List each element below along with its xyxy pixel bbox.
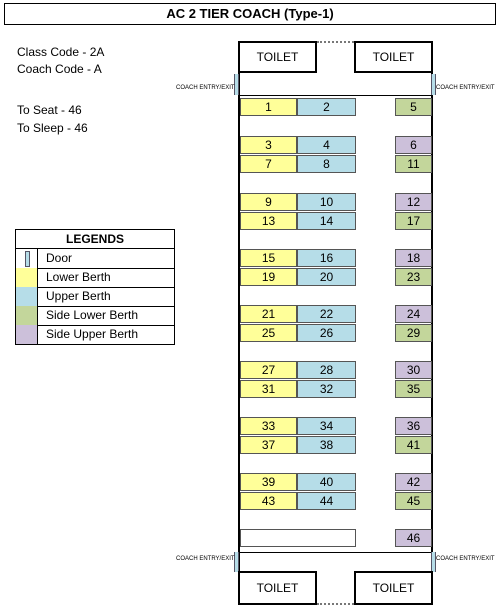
legend-side-lower [15, 306, 175, 326]
berth-19: 19 [240, 268, 297, 286]
berth-26: 26 [297, 324, 356, 342]
toilet-top-left: TOILET [238, 41, 317, 73]
entry-label-bottom-right: COACH ENTRY/EXIT [436, 556, 495, 562]
berth-35: 35 [395, 380, 432, 398]
berth-27: 27 [240, 361, 297, 379]
berth-25: 25 [240, 324, 297, 342]
legend-upper-label: Upper Berth [46, 289, 111, 303]
coach-code: Coach Code - A [17, 62, 102, 76]
berth-7: 7 [240, 155, 297, 173]
coach-bottom-line [238, 552, 432, 553]
berth-1: 1 [240, 98, 297, 116]
lower-berth-swatch [16, 268, 38, 287]
toilet-top-right: TOILET [354, 41, 433, 73]
berth-14: 14 [297, 212, 356, 230]
berth-11: 11 [395, 155, 432, 173]
berth-8: 8 [297, 155, 356, 173]
page-title: AC 2 TIER COACH (Type-1) [4, 3, 496, 25]
legend-side-upper-label: Side Upper Berth [46, 327, 139, 341]
berth-46: 46 [395, 529, 432, 547]
berth-41: 41 [395, 436, 432, 454]
berth-37: 37 [240, 436, 297, 454]
berth-43: 43 [240, 492, 297, 510]
toilet-bottom-right: TOILET [354, 571, 433, 605]
berth-9: 9 [240, 193, 297, 211]
legend-door [15, 249, 175, 269]
berth-24: 24 [395, 305, 432, 323]
berth-13: 13 [240, 212, 297, 230]
berth-4: 4 [297, 136, 356, 154]
berth-36: 36 [395, 417, 432, 435]
berth-6: 6 [395, 136, 432, 154]
berth-23: 23 [395, 268, 432, 286]
legend-upper [15, 287, 175, 307]
to-seat: To Seat - 46 [17, 103, 82, 117]
berth-33: 33 [240, 417, 297, 435]
berth-17: 17 [395, 212, 432, 230]
berth-21: 21 [240, 305, 297, 323]
top-gangway [317, 41, 354, 43]
berth-10: 10 [297, 193, 356, 211]
class-code: Class Code - 2A [17, 45, 105, 59]
legend-lower-label: Lower Berth [46, 270, 111, 284]
berth-18: 18 [395, 249, 432, 267]
empty-berth-slot [240, 529, 356, 547]
berth-5: 5 [395, 98, 432, 116]
entry-label-bottom-left: COACH ENTRY/EXIT [176, 556, 235, 562]
door-bottom-left [234, 552, 239, 572]
berth-30: 30 [395, 361, 432, 379]
toilet-bottom-left: TOILET [238, 571, 317, 605]
berth-29: 29 [395, 324, 432, 342]
berth-40: 40 [297, 473, 356, 491]
door-icon [16, 249, 38, 268]
berth-39: 39 [240, 473, 297, 491]
side-lower-berth-swatch [16, 306, 38, 325]
legend-lower [15, 268, 175, 288]
berth-12: 12 [395, 193, 432, 211]
coach-top-line [238, 95, 432, 96]
berth-16: 16 [297, 249, 356, 267]
berth-42: 42 [395, 473, 432, 491]
to-sleep: To Sleep - 46 [17, 121, 88, 135]
legend-side-lower-label: Side Lower Berth [46, 308, 139, 322]
berth-15: 15 [240, 249, 297, 267]
side-upper-berth-swatch [16, 325, 38, 344]
bottom-gangway [317, 603, 354, 605]
berth-45: 45 [395, 492, 432, 510]
berth-34: 34 [297, 417, 356, 435]
berth-38: 38 [297, 436, 356, 454]
entry-label-top-left: COACH ENTRY/EXIT [176, 85, 235, 91]
legend-side-upper [15, 325, 175, 345]
legend-door-label: Door [46, 251, 73, 265]
berth-22: 22 [297, 305, 356, 323]
legend-title: LEGENDS [15, 229, 175, 249]
upper-berth-swatch [16, 287, 38, 306]
entry-label-top-right: COACH ENTRY/EXIT [436, 85, 495, 91]
berth-2: 2 [297, 98, 356, 116]
berth-20: 20 [297, 268, 356, 286]
berth-32: 32 [297, 380, 356, 398]
berth-44: 44 [297, 492, 356, 510]
berth-31: 31 [240, 380, 297, 398]
berth-28: 28 [297, 361, 356, 379]
berth-3: 3 [240, 136, 297, 154]
